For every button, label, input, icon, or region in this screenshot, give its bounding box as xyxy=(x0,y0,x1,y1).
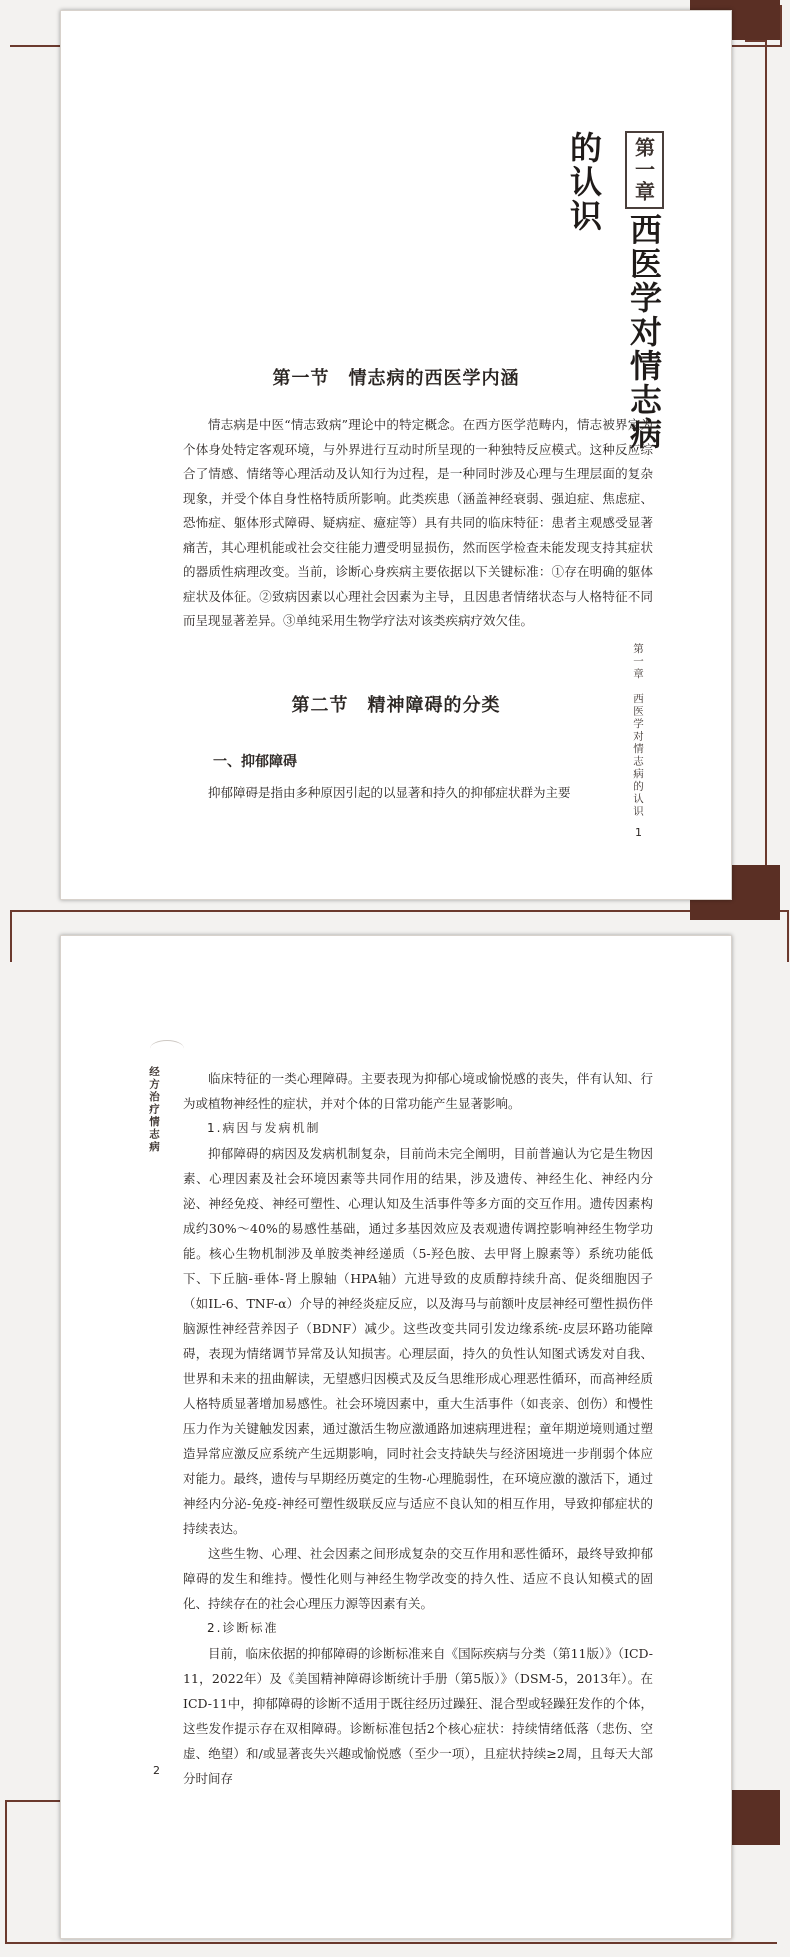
subhead-paragraph: 抑郁障碍是指由多种原因引起的以显著和持久的抑郁症状群为主要 xyxy=(208,785,571,800)
subhead-depressive-disorder: 一、抑郁障碍 xyxy=(213,754,297,770)
intro-paragraph: 临床特征的一类心理障碍。主要表现为抑郁心境或愉悦感的丧失，伴有认知、行为或植物神经性的症状，并对个体的日常功能产生显著影响。 xyxy=(183,1071,653,1111)
diagnosis-paragraph: 目前，临床依据的抑郁障碍的诊断标准来自《国际疾病与分类（第11版）》（ICD-11，2022年）及《美国精神障碍诊断统计手册（第5版）》（DSM-5，2013年）。在ICD-11中，抑郁障碍的诊断不适用于既往经历过躁狂、混合型或轻躁狂发作的个体，这些发作提示存在双相障碍。诊断标准包括2个核心症状：持续情绪低落（悲伤、空虚、绝望）和/或显著丧失兴趣或愉悦感（至少一项），且症状持续≥2周，且每天大部分时间存 xyxy=(183,1646,653,1786)
page-number: 1 xyxy=(635,826,642,839)
chapter-title-line-1: 西医学对情志病 xyxy=(625,213,663,451)
page-2-body xyxy=(183,1066,653,1791)
section-1-paragraph: 情志病是中医“情志致病”理论中的特定概念。在西方医学范畴内，情志被界定为个体身处特定客观环境，与外界进行互动时所呈现的一种独特反应模式。这种反应综合了情感、情绪等心理活动及认知行为过程，是一种同时涉及心理与生理层面的复杂现象，并受个体自身性格特质所影响。此类疾患（涵盖神经衰弱、强迫症、焦虑症、恐怖症、躯体形式障碍、疑病症、癔症等）具有共同的临床特征：患者主观感受显著痛苦，其心理机能或社会交往能力遭受明显损伤，然而医学检查未能发现支持其症状的器质性病理改变。当前，诊断心身疾病主要依据以下关键标准：①存在明确的躯体症状及体征。②致病因素以心理社会因素为主导，且因患者情绪状态与人格特征不同而呈现显著差异。③单纯采用生物学疗法对该类疾病疗效欠佳。 xyxy=(183,417,653,628)
book-page-2 xyxy=(60,935,732,1939)
heading-diagnosis: 2.诊断标准 xyxy=(207,1621,279,1635)
running-head-chapter: 第一章 西医学对情志病的认识 xyxy=(632,643,644,818)
section-1-title: 第一节 情志病的西医学内涵 xyxy=(272,368,520,389)
cause-paragraph-1: 抑郁障碍的病因及发病机制复杂，目前尚未完全阐明，目前普遍认为它是生物因素、心理因素及社会环境因素等共同作用的结果，涉及遗传、神经生化、神经内分泌、神经免疫、神经可塑性、心理认知及生活事件等多方面的交互作用。遗传因素构成约30%～40%的易感性基础，通过多基因效应及表观遗传调控影响神经生物学功能。核心生物机制涉及单胺类神经递质（5-羟色胺、去甲肾上腺素等）系统功能低下、下丘脑-垂体-肾上腺轴（HPA轴）亢进导致的皮质醇持续升高、促炎细胞因子（如IL-6、TNF-α）介导的神经炎症反应，以及海马与前额叶皮层神经可塑性损伤伴脑源性神经营养因子（BDNF）减少。这些改变共同引发边缘系统-皮层环路功能障碍，表现为情绪调节异常及认知损害。心理层面，持久的负性认知图式诱发对自我、世界和未来的扭曲解读，无望感归因模式及反刍思维形成心理恶性循环，而高神经质人格特质显著增加易感性。社会环境因素中，重大生活事件（如丧亲、创伤）和慢性压力作为关键触发因素，通过激活生物应激通路加速病理进程；童年期逆境则通过塑造异常应激反应系统产生远期影响，同时社会支持缺失与经济困境进一步削弱个体应对能力。最终，遗传与早期经历奠定的生物-心理脆弱性，在环境应激的激活下，通过神经内分泌-免疫-神经可塑性级联反应与适应不良认知的相互作用，导致抑郁症状的持续表达。 xyxy=(183,1146,653,1536)
running-head-book: 经方治疗情志病 xyxy=(148,1066,160,1154)
cause-paragraph-2: 这些生物、心理、社会因素之间形成复杂的交互作用和恶性循环，最终导致抑郁障碍的发生和维持。慢性化则与神经生物学改变的持久性、适应不良认知模式的固化、持续存在的社会心理压力源等因素有关。 xyxy=(183,1546,653,1611)
heading-cause: 1.病因与发病机制 xyxy=(207,1121,321,1135)
chapter-tag: 第一章 xyxy=(625,131,664,209)
section-1-body xyxy=(183,413,653,634)
page-number: 2 xyxy=(153,1764,160,1777)
frame-line-right-upper xyxy=(745,40,767,884)
chapter-title-line-2: 的认识 xyxy=(565,131,603,233)
book-page-1 xyxy=(60,10,732,900)
chapter-heading xyxy=(561,131,667,451)
decorative-ornament xyxy=(150,1040,184,1057)
section-2-title: 第二节 精神障碍的分类 xyxy=(291,695,501,716)
subhead-body xyxy=(183,781,653,806)
